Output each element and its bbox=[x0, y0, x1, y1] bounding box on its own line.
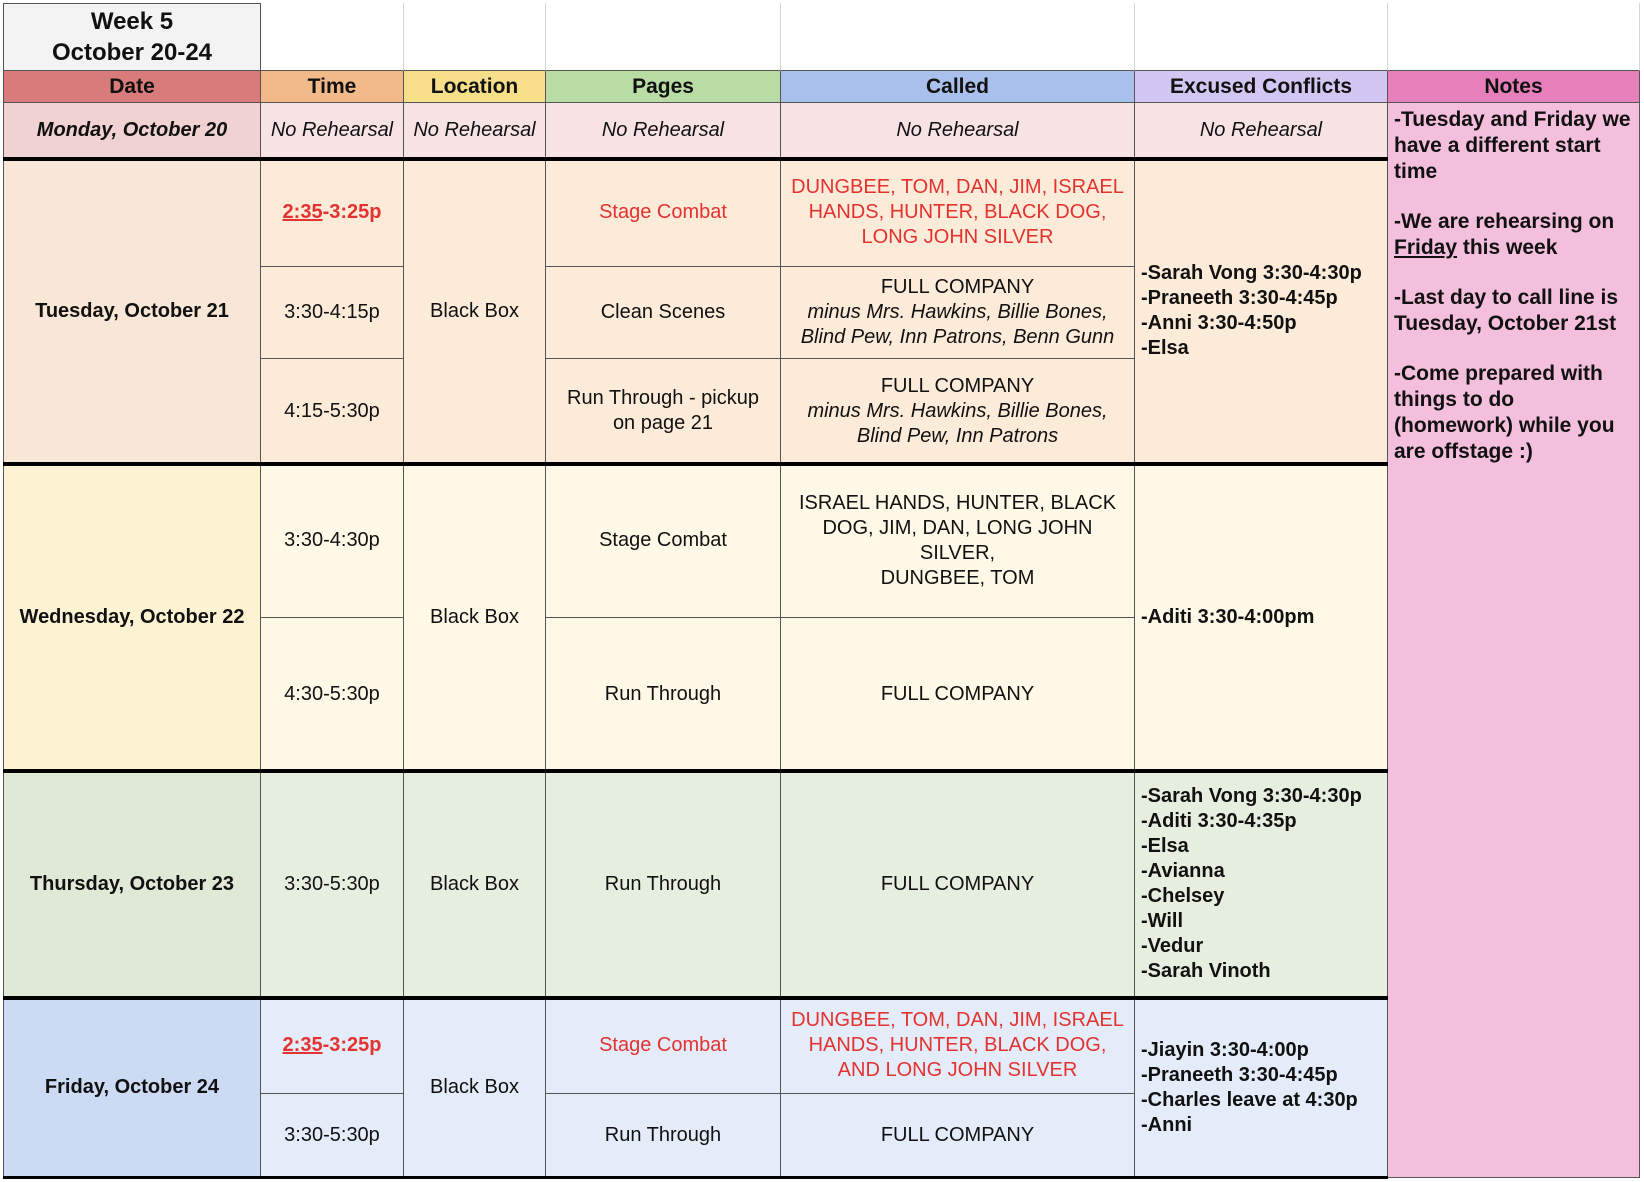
wednesday-location: Black Box bbox=[404, 464, 546, 771]
friday-slot1-time-end: -3:25p bbox=[322, 1034, 382, 1056]
empty-cell bbox=[261, 3, 404, 71]
called-minus: minus Mrs. Hawkins, Billie Bones, bbox=[807, 301, 1108, 323]
monday-pages: No Rehearsal bbox=[546, 103, 781, 159]
empty-cell bbox=[1135, 3, 1388, 71]
week-dates: October 20-24 bbox=[51, 39, 213, 66]
monday-date: Monday, October 20 bbox=[3, 103, 261, 159]
wednesday-slot2-called: FULL COMPANY bbox=[781, 618, 1135, 771]
header-pages: Pages bbox=[546, 71, 781, 103]
friday-slot1-pages: Stage Combat bbox=[546, 998, 781, 1094]
header-location: Location bbox=[404, 71, 546, 103]
friday-slot2-pages: Run Through bbox=[546, 1094, 781, 1178]
note-start-time: -Tuesday and Friday we have a different start time bbox=[1394, 108, 1631, 183]
pages-line: Run Through - pickup bbox=[567, 387, 759, 409]
thursday-time: 3:30-5:30p bbox=[261, 771, 404, 998]
wednesday-slot1-called bbox=[781, 464, 1135, 618]
header-excused: Excused Conflicts bbox=[1135, 71, 1388, 103]
empty-cell bbox=[404, 3, 546, 71]
excused-item: -Anni bbox=[1141, 1113, 1193, 1136]
day-separator bbox=[3, 157, 1388, 161]
called-minus: Blind Pew, Inn Patrons, Benn Gunn bbox=[800, 326, 1115, 348]
friday-date: Friday, October 24 bbox=[3, 998, 261, 1178]
called-line: DUNGBEE, TOM, DAN, JIM, ISRAEL bbox=[791, 176, 1124, 198]
note-friday-post: this week bbox=[1457, 236, 1558, 259]
excused-item: -Praneeth 3:30-4:45p bbox=[1141, 287, 1338, 309]
friday-slot1-called bbox=[781, 998, 1135, 1094]
thursday-excused bbox=[1135, 771, 1388, 998]
excused-item: -Jiayin 3:30-4:00p bbox=[1141, 1038, 1309, 1061]
note-homework: -Come prepared with things to do (homework) while you are offstage :) bbox=[1394, 362, 1615, 463]
empty-cell bbox=[546, 3, 781, 71]
tuesday-slot3-pages bbox=[546, 359, 781, 464]
tuesday-date: Tuesday, October 21 bbox=[3, 159, 261, 464]
tuesday-slot1-time-end: -3:25p bbox=[322, 201, 382, 223]
called-minus: Blind Pew, Inn Patrons bbox=[856, 424, 1059, 447]
called-minus: minus Mrs. Hawkins, Billie Bones, bbox=[807, 399, 1108, 422]
note-call-line: -Last day to call line is Tuesday, October 21st bbox=[1394, 286, 1619, 335]
wednesday-slot1-pages: Stage Combat bbox=[546, 464, 781, 618]
excused-item: -Elsa bbox=[1141, 337, 1189, 359]
week-title bbox=[3, 3, 261, 71]
excused-item: -Anni 3:30-4:50p bbox=[1141, 312, 1297, 334]
tuesday-slot2-pages: Clean Scenes bbox=[546, 267, 781, 359]
bottom-border bbox=[3, 1176, 1388, 1179]
wednesday-date: Wednesday, October 22 bbox=[3, 464, 261, 771]
wednesday-slot2-time: 4:30-5:30p bbox=[261, 618, 404, 771]
excused-item: -Avianna bbox=[1141, 860, 1225, 882]
called-line: ISRAEL HANDS, HUNTER, BLACK bbox=[798, 491, 1117, 514]
tuesday-slot1-pages: Stage Combat bbox=[546, 159, 781, 267]
day-separator bbox=[3, 769, 1388, 773]
called-main: FULL COMPANY bbox=[880, 276, 1035, 298]
called-main: FULL COMPANY bbox=[880, 374, 1035, 397]
thursday-date: Thursday, October 23 bbox=[3, 771, 261, 998]
tuesday-slot1-time bbox=[261, 159, 404, 267]
called-line: AND LONG JOHN SILVER bbox=[837, 1059, 1078, 1081]
note-friday-pre: -We are rehearsing on bbox=[1394, 210, 1615, 233]
note-friday-day: Friday bbox=[1394, 236, 1458, 259]
monday-location: No Rehearsal bbox=[404, 103, 546, 159]
called-line: DUNGBEE, TOM bbox=[880, 566, 1035, 589]
excused-item: -Elsa bbox=[1141, 835, 1189, 857]
friday-slot2-called: FULL COMPANY bbox=[781, 1094, 1135, 1178]
thursday-called: FULL COMPANY bbox=[781, 771, 1135, 998]
note-friday bbox=[1394, 209, 1633, 261]
day-separator bbox=[3, 996, 1388, 1000]
called-line: HANDS, HUNTER, BLACK DOG, bbox=[808, 1034, 1107, 1056]
friday-slot1-time-start: 2:35 bbox=[282, 1034, 323, 1056]
wednesday-slot2-pages: Run Through bbox=[546, 618, 781, 771]
week-number: Week 5 bbox=[90, 8, 174, 35]
header-called: Called bbox=[781, 71, 1135, 103]
called-line: HANDS, HUNTER, BLACK DOG, bbox=[808, 201, 1107, 223]
header-notes: Notes bbox=[1388, 71, 1640, 103]
monday-excused: No Rehearsal bbox=[1135, 103, 1388, 159]
friday-slot2-time: 3:30-5:30p bbox=[261, 1094, 404, 1178]
tuesday-slot2-called bbox=[781, 267, 1135, 359]
excused-item: -Will bbox=[1141, 910, 1184, 932]
wednesday-excused bbox=[1135, 464, 1388, 771]
excused-item: -Sarah Vinoth bbox=[1141, 960, 1271, 982]
monday-time: No Rehearsal bbox=[261, 103, 404, 159]
wednesday-slot1-time: 3:30-4:30p bbox=[261, 464, 404, 618]
excused-item: -Sarah Vong 3:30-4:30p bbox=[1141, 262, 1362, 284]
thursday-location: Black Box bbox=[404, 771, 546, 998]
tuesday-slot3-called bbox=[781, 359, 1135, 464]
tuesday-excused bbox=[1135, 159, 1388, 464]
called-line: LONG JOHN SILVER bbox=[861, 226, 1054, 248]
monday-called: No Rehearsal bbox=[781, 103, 1135, 159]
excused-item: -Praneeth 3:30-4:45p bbox=[1141, 1063, 1338, 1086]
thursday-pages: Run Through bbox=[546, 771, 781, 998]
tuesday-slot3-time: 4:15-5:30p bbox=[261, 359, 404, 464]
tuesday-location: Black Box bbox=[404, 159, 546, 464]
empty-cell bbox=[781, 3, 1135, 71]
header-time: Time bbox=[261, 71, 404, 103]
friday-excused bbox=[1135, 998, 1388, 1178]
friday-slot1-time bbox=[261, 998, 404, 1094]
excused-item: -Vedur bbox=[1141, 935, 1204, 957]
friday-location: Black Box bbox=[404, 998, 546, 1178]
tuesday-slot1-time-start: 2:35 bbox=[282, 201, 323, 223]
excused-item: -Aditi 3:30-4:00pm bbox=[1141, 605, 1315, 628]
called-line: DOG, JIM, DAN, LONG JOHN SILVER, bbox=[822, 516, 1093, 564]
notes-panel bbox=[1388, 103, 1640, 1178]
tuesday-slot1-called bbox=[781, 159, 1135, 267]
excused-item: -Aditi 3:30-4:35p bbox=[1141, 810, 1297, 832]
day-separator bbox=[3, 462, 1388, 466]
excused-item: -Charles leave at 4:30p bbox=[1141, 1088, 1358, 1111]
excused-item: -Sarah Vong 3:30-4:30p bbox=[1141, 785, 1362, 807]
pages-line: on page 21 bbox=[612, 412, 714, 434]
header-date: Date bbox=[3, 71, 261, 103]
empty-cell bbox=[1388, 3, 1640, 71]
called-line: DUNGBEE, TOM, DAN, JIM, ISRAEL bbox=[791, 1009, 1124, 1031]
excused-item: -Chelsey bbox=[1141, 885, 1225, 907]
tuesday-slot2-time: 3:30-4:15p bbox=[261, 267, 404, 359]
